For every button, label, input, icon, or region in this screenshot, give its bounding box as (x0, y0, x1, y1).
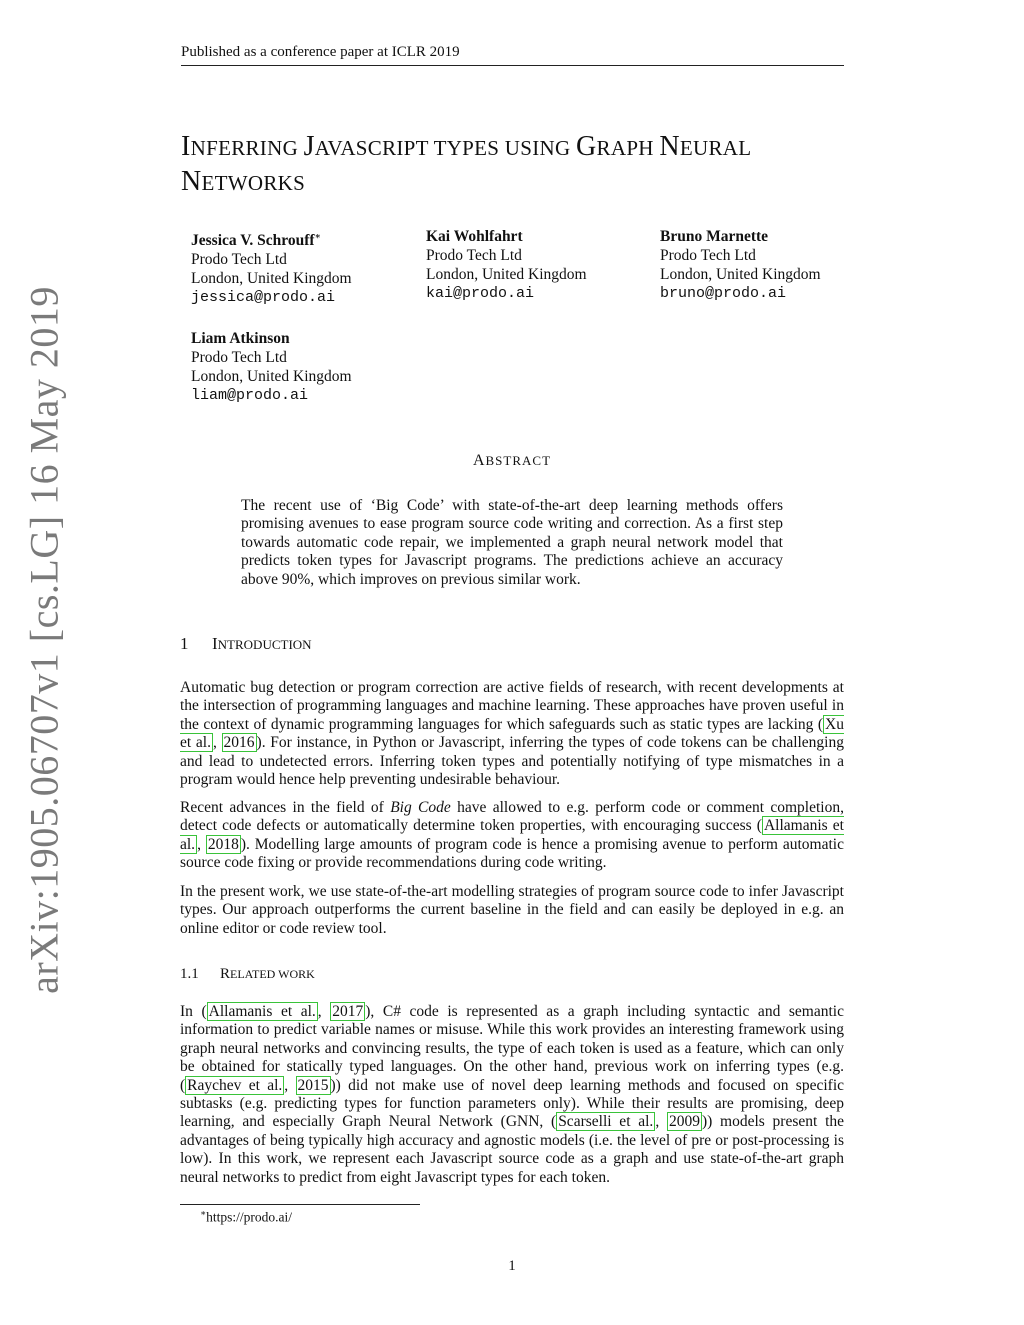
citation-link[interactable]: 2018 (207, 835, 239, 853)
related-work-paragraph: In ( Allamanis et al. , 2017 ), C# code is represented as a graph including syntactic and semantic information to predict variable names or misuse. While this work provides an interesting framework using graph neural networks and convincing results, the type of each token is used as a feature, which can only be obtained for statically typed languages. On the other hand, previous work on inferring types (e.g. ( Raychev et al. , 2015 )) did not make use of novel deep learning methods and focused on specific subtasks (e.g. predicting types for function parameters only). While their results are promising, deep learning, and especially Graph Neural Network (GNN, ( Scarselli et al. , 2009 )) models present the advantages of being typically high accuracy and agnostic models (i.e. the level of pre or post-processing is low). In this work, we represent each Javascript source code as a graph and use state-of-the-art graph neural networks to predict from eight Javascript types for each token. (180, 1003, 845, 1186)
intro-paragraph-3: In the present work, we use state-of-the-art modelling strategies of program source code to infer Javascript types. Our approach outperforms the current baseline in the field and can easily be deployed in e.g. an online editor or code review tool. (180, 883, 844, 937)
abstract-heading: ABSTRACT (472, 452, 552, 469)
section-heading-related-work: 1.1 RELATED WORK (180, 966, 315, 982)
footnote-marker: ∗ (314, 231, 321, 241)
author-affiliation: Prodo Tech Ltd (660, 247, 756, 264)
author-affiliation: Prodo Tech Ltd (191, 349, 287, 366)
citation-link[interactable]: Raychev et al. (187, 1076, 283, 1094)
author-location: London, United Kingdom (191, 368, 352, 385)
author-name: Liam Atkinson (191, 330, 290, 347)
author-block (191, 329, 352, 405)
author-location: London, United Kingdom (191, 270, 352, 288)
author-email[interactable]: kai@prodo.ai (426, 285, 535, 302)
title-line-1: INFERRING JAVASCRIPT TYPES USING GRAPH NEURAL (181, 131, 752, 162)
author-email[interactable]: jessica@prodo.ai (191, 289, 336, 307)
author-location: London, United Kingdom (426, 266, 587, 283)
title-line-2: NETWORKS (181, 166, 306, 197)
citation-link[interactable]: 2016 (223, 734, 255, 752)
author-block (191, 227, 352, 307)
author-location: London, United Kingdom (660, 266, 821, 283)
footnote-link[interactable]: https://prodo.ai/ (206, 1209, 292, 1225)
author-name: Kai Wohlfahrt (426, 228, 523, 245)
intro-paragraph-1: Automatic bug detection or program correction are active fields of research, with recent developments at the intersection of programming languages and machine learning. These approaches have proven useful in the context of dynamic programming languages for which safeguards such as static types are lacking ( Xu et al. , 2016 ). For instance, in Python or Javascript, inferring the types of code tokens can be challenging and lead to undetected errors. Inferring token types and potentially notifying of type mismatches in a program would hence help preventing undesirable behaviour. (180, 679, 844, 789)
footnote-rule (180, 1204, 420, 1205)
abstract-text: The recent use of ‘Big Code’ with state-of-the-art deep learning methods offers promising avenues to ease program source code writing and correction. As a first step towards automatic code repair, we implemented a graph neural network model that predicts token types for Javascript programs. The predictions achieve an accuracy above 90%, which improves on previous similar work. (241, 497, 783, 588)
author-block (660, 227, 821, 303)
author-email[interactable]: bruno@prodo.ai (660, 285, 787, 302)
author-email[interactable]: liam@prodo.ai (191, 387, 309, 404)
citation-link[interactable]: Scarselli et al. (558, 1113, 654, 1131)
author-name: Bruno Marnette (660, 228, 769, 245)
header-rule (181, 65, 844, 66)
author-affiliation: Prodo Tech Ltd (426, 247, 522, 264)
citation-link[interactable]: 2015 (297, 1076, 329, 1094)
author-block (426, 227, 587, 303)
citation-link[interactable]: Allamanis et al. (180, 817, 844, 853)
citation-link[interactable]: Allamanis et al. (208, 1003, 316, 1020)
citation-link[interactable]: Xu et al. (180, 715, 844, 752)
paper-title (181, 130, 861, 200)
author-affiliation: Prodo Tech Ltd (191, 251, 287, 269)
footnote (200, 1208, 292, 1226)
arxiv-identifier-text: arXiv:1905.06707v1 [cs.LG] 16 May 2019 (21, 286, 67, 994)
footnote-marker: ∗ (200, 1208, 207, 1218)
section-heading-introduction: 1 INTRODUCTION (180, 634, 312, 653)
intro-paragraph-2: Recent advances in the field of Big Code have allowed to e.g. perform code or comment completion, detect code defects or automatically determine token properties, with encouraging success ( Allamanis et al. , 2018 ). Modelling large amounts of program code is hence a promising avenue to perform automatic source code fixing or provide recommendations during code writing. (180, 799, 844, 872)
author-name: Jessica V. Schrouff∗ (191, 231, 321, 250)
citation-link[interactable]: 2009 (668, 1113, 700, 1131)
page-number: 1 (508, 1258, 516, 1274)
running-header: Published as a conference paper at ICLR 2019 (181, 44, 460, 60)
citation-link[interactable]: 2017 (332, 1003, 364, 1020)
